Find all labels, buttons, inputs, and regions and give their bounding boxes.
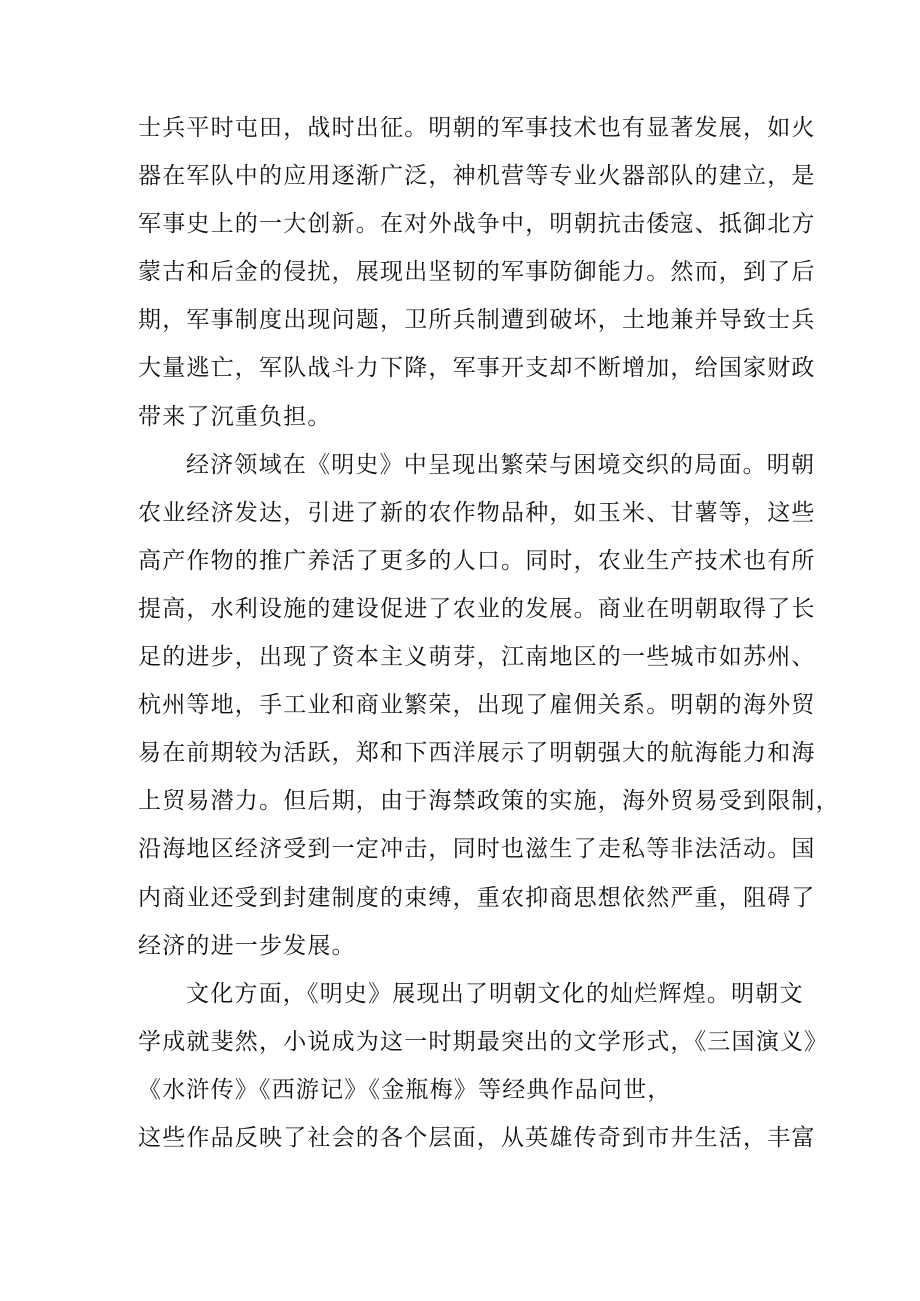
text-line: 足的进步，出现了资本主义萌芽，江南地区的一些城市如苏州、 <box>138 644 816 671</box>
text-line: 沿海地区经济受到一定冲击，同时也滋生了走私等非法活动。国 <box>138 836 816 863</box>
text-line: 这些作品反映了社会的各个层面，从英雄传奇到市井生活，丰富 <box>138 1124 816 1151</box>
text-line: 提高，水利设施的建设促进了农业的发展。商业在明朝取得了长 <box>138 595 816 622</box>
text-line: 经济的进一步发展。 <box>138 932 356 959</box>
text-line: 上贸易潜力。但后期，由于海禁政策的实施，海外贸易受到限制， <box>138 788 840 815</box>
paragraph-first-line: 经济领域在《明史》中呈现出繁荣与困境交织的局面。明朝 <box>186 451 816 478</box>
text-line: 学成就斐然，小说成为这一时期最突出的文学形式，《三国演义》 <box>138 1028 829 1055</box>
text-line: 带来了沉重负担。 <box>138 403 332 430</box>
text-line: 器在军队中的应用逐渐广泛，神机营等专业火器部队的建立，是 <box>138 163 816 190</box>
text-line: 期，军事制度出现问题，卫所兵制遭到破坏，土地兼并导致士兵 <box>138 307 816 334</box>
text-line: 高产作物的推广养活了更多的人口。同时，农业生产技术也有所 <box>138 547 816 574</box>
text-line: 军事史上的一大创新。在对外战争中，明朝抗击倭寇、抵御北方 <box>138 211 816 238</box>
text-line: 内商业还受到封建制度的束缚，重农抑商思想依然严重，阻碍了 <box>138 884 816 911</box>
text-line: 《水浒传》《西游记》《金瓶梅》等经典作品问世， <box>138 1076 672 1103</box>
text-line: 大量逃亡，军队战斗力下降，军事开支却不断增加，给国家财政 <box>138 355 816 382</box>
body-text <box>138 104 840 1162</box>
text-line: 易在前期较为活跃，郑和下西洋展示了明朝强大的航海能力和海 <box>138 740 816 767</box>
text-line: 蒙古和后金的侵扰，展现出坚韧的军事防御能力。然而，到了后 <box>138 259 816 286</box>
text-line: 士兵平时屯田，战时出征。明朝的军事技术也有显著发展，如火 <box>138 115 816 141</box>
text-line: 农业经济发达，引进了新的农作物品种，如玉米、甘薯等，这些 <box>138 499 816 526</box>
text-line: 杭州等地，手工业和商业繁荣，出现了雇佣关系。明朝的海外贸 <box>138 692 816 719</box>
paragraph-first-line: 文化方面，《明史》展现出了明朝文化的灿烂辉煌。明朝文 <box>186 980 804 1007</box>
